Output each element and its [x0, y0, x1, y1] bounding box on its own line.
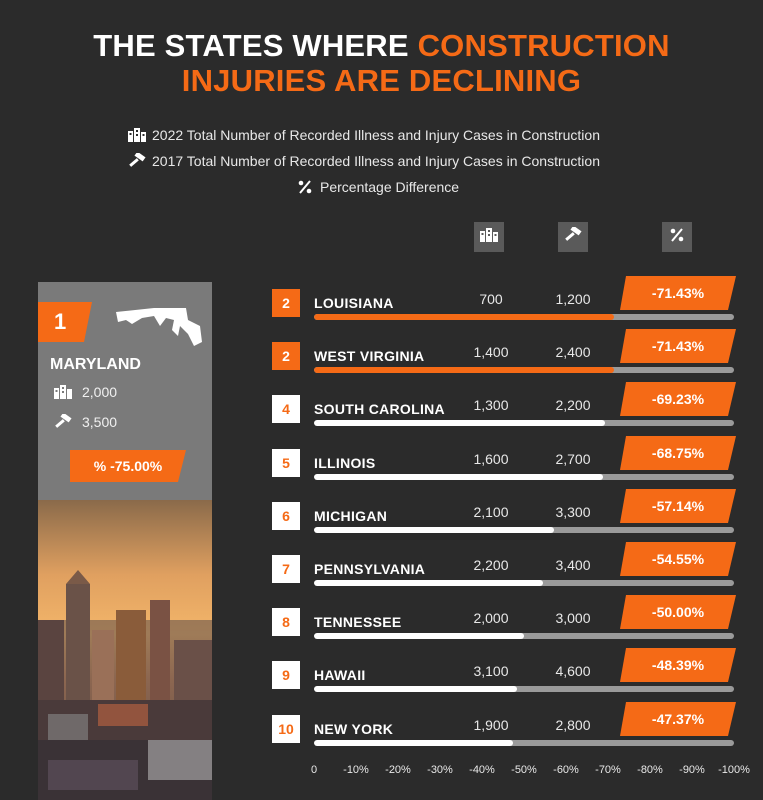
rank-badge: 10 [272, 715, 300, 743]
rank-badge: 5 [272, 449, 300, 477]
top-percent-badge [70, 450, 186, 482]
table-row [272, 498, 742, 548]
bar [314, 633, 524, 639]
x-axis [0, 764, 763, 784]
x-tick-label: -100% [718, 764, 750, 776]
rank-badge: 8 [272, 608, 300, 636]
x-tick-label: -70% [595, 764, 621, 776]
value-2022: 1,900 [473, 716, 509, 733]
bar [314, 367, 614, 373]
table-row [272, 657, 742, 707]
bar [314, 420, 605, 426]
bar-track [314, 367, 734, 373]
hammer-icon [128, 153, 146, 169]
x-tick-label: -60% [553, 764, 579, 776]
bar [314, 314, 614, 320]
top-state-name: MARYLAND [50, 356, 141, 373]
state-name: HAWAII [314, 667, 366, 684]
bar [314, 527, 554, 533]
top-value-2017: 3,500 [82, 414, 118, 430]
column-header-2022 [474, 222, 504, 252]
value-2017: 2,700 [555, 450, 591, 467]
value-2017: 3,300 [555, 503, 591, 520]
rank-badge: 2 [272, 342, 300, 370]
chart-title [0, 28, 763, 98]
title-line2: INJURIES ARE DECLINING [181, 63, 582, 98]
x-tick-label: 0 [310, 764, 318, 776]
building-icon [480, 228, 498, 247]
percent-badge [620, 489, 736, 523]
percent-badge [620, 436, 736, 470]
value-2022: 3,100 [473, 663, 509, 680]
bar-track [314, 740, 734, 746]
value-2017: 3,400 [555, 557, 591, 573]
percent-value: -71.43% [651, 338, 705, 355]
rank-badge: 7 [272, 555, 300, 583]
table-row [272, 445, 742, 495]
legend-label: 2017 Total Number of Recorded Illness and Injury Cases in Construction [152, 153, 600, 169]
bar [314, 740, 513, 746]
percent-icon [670, 228, 684, 247]
column-header-2017 [558, 222, 588, 252]
bar-track [314, 314, 734, 320]
title-line1-white: THE STATES WHERE [93, 28, 418, 63]
x-tick-label: -50% [511, 764, 537, 776]
value-2017: 2,800 [555, 716, 591, 733]
state-name: MICHIGAN [314, 507, 388, 524]
x-tick-label: -80% [637, 764, 663, 776]
state-name: PENNSYLVANIA [314, 561, 426, 577]
rank-badge: 9 [272, 661, 300, 689]
value-2022: 1,300 [473, 397, 509, 414]
value-2022: 700 [479, 291, 503, 307]
percent-value: -69.23% [651, 391, 705, 408]
bar [314, 474, 603, 480]
bar-track [314, 474, 734, 480]
percent-value: -50.00% [651, 604, 705, 621]
percent-value: -54.55% [651, 551, 705, 567]
percent-value: -68.75% [651, 444, 705, 461]
table-row [272, 338, 742, 388]
value-2017: 1,200 [555, 291, 591, 307]
bar-track [314, 420, 734, 426]
top-rank-badge [38, 302, 92, 342]
value-2017: 2,400 [555, 344, 591, 361]
value-2017: 4,600 [555, 663, 591, 680]
maryland-map-icon [114, 306, 204, 350]
title-line1-orange: CONSTRUCTION [417, 28, 670, 63]
percent-value: -47.37% [651, 710, 705, 727]
rank-badge: 2 [272, 289, 300, 317]
state-name: TENNESSEE [314, 614, 402, 631]
top-rank-number: 1 [54, 309, 67, 334]
percent-icon [296, 179, 314, 195]
building-icon [128, 127, 146, 143]
value-2022: 2,000 [473, 610, 509, 627]
bar-track [314, 633, 734, 639]
city-skyline-photo [38, 500, 212, 800]
x-tick-label: -40% [469, 764, 495, 776]
percent-badge [620, 702, 736, 736]
x-tick-label: -90% [679, 764, 705, 776]
legend-label: 2022 Total Number of Recorded Illness and Injury Cases in Construction [152, 127, 600, 143]
percent-badge [620, 329, 736, 363]
percent-value: -71.43% [651, 285, 705, 301]
bar-track [314, 527, 734, 533]
state-name: WEST VIRGINIA [314, 348, 425, 365]
percent-badge [620, 542, 736, 576]
value-2022: 2,100 [473, 503, 509, 520]
bar-track [314, 580, 734, 586]
legend-item-2017 [128, 153, 600, 169]
value-2022: 1,600 [473, 450, 509, 467]
top-stat-2022 [54, 384, 117, 400]
top-percent-value: -75.00% [110, 458, 163, 474]
x-tick-label: -20% [385, 764, 411, 776]
x-tick-label: -10% [343, 764, 369, 776]
legend-item-2022 [128, 127, 600, 143]
table-row [272, 391, 742, 441]
rank-badge: 4 [272, 395, 300, 423]
rank-badge: 6 [272, 502, 300, 530]
percent-badge [620, 648, 736, 682]
state-name: SOUTH CAROLINA [314, 401, 445, 418]
percent-value: -57.14% [651, 497, 705, 514]
percent-badge [620, 382, 736, 416]
hammer-icon [54, 414, 76, 430]
value-2022: 2,200 [473, 557, 509, 573]
bar-track [314, 686, 734, 692]
building-icon [54, 385, 76, 399]
table-row [272, 711, 742, 761]
top-state-card [38, 282, 212, 800]
percent-badge [620, 276, 736, 310]
legend-label: Percentage Difference [320, 179, 460, 195]
percent-icon: % [93, 458, 107, 474]
table-row [272, 604, 742, 654]
percent-badge [620, 595, 736, 629]
hammer-icon [564, 227, 582, 248]
value-2017: 2,200 [555, 397, 591, 414]
state-name: NEW YORK [314, 720, 394, 737]
x-tick-label: -30% [427, 764, 453, 776]
top-value-2022: 2,000 [82, 384, 118, 400]
table-row [272, 551, 742, 601]
column-header-percentage [662, 222, 692, 252]
bar [314, 686, 517, 692]
top-stat-2017 [54, 414, 117, 430]
table-row [272, 285, 742, 335]
value-2017: 3,000 [555, 610, 591, 627]
state-name: ILLINOIS [314, 454, 376, 471]
bar [314, 580, 543, 586]
state-name: LOUISIANA [314, 295, 394, 311]
percent-value: -48.39% [651, 657, 705, 674]
legend-item-percentage [296, 179, 459, 195]
value-2022: 1,400 [473, 344, 509, 361]
